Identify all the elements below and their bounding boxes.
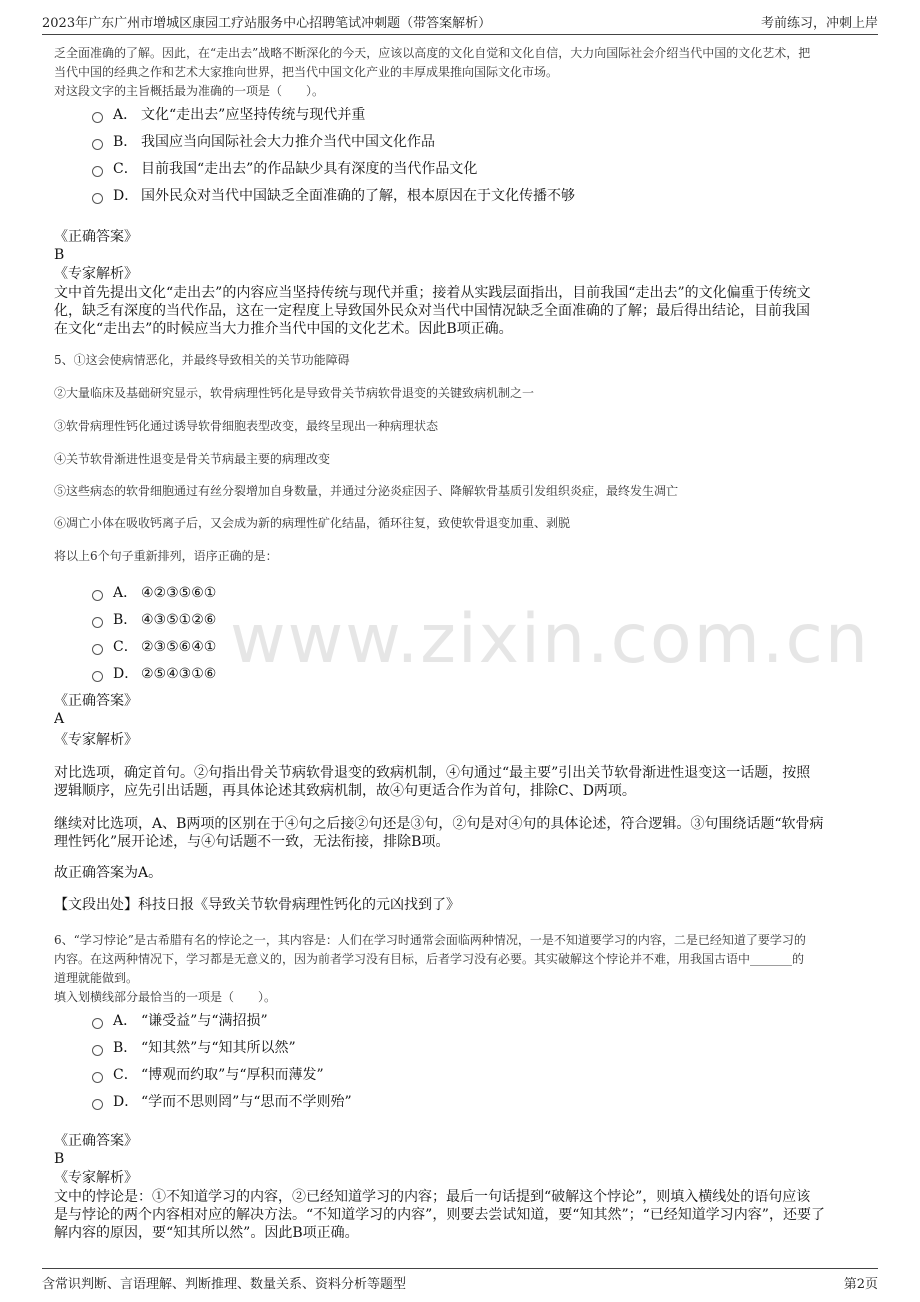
- q5-sentence: ②大量临床及基础研究显示，软骨病理性钙化是导致骨关节病软骨退变的关键致病机制之一: [54, 386, 535, 400]
- q5-analysis-label: 《专家解析》: [54, 732, 138, 748]
- radio-icon[interactable]: [92, 1045, 103, 1056]
- q5-sentence: 5、①这会使病情恶化，并最终导致相关的关节功能障碍: [54, 353, 350, 367]
- q4-analysis-line: 文中首先提出文化“走出去”的内容应当坚持传统与现代并重；接着从实践层面指出，目前我国“走出去”的文化偏重于传统文: [54, 285, 811, 301]
- q4-option-a[interactable]: A． 文化“走出去”应坚持传统与现代并重: [92, 104, 365, 126]
- q5-prompt: 将以上6个句子重新排列，语序正确的是：: [54, 549, 278, 563]
- q6-stem-line: 道理就能做到。: [54, 971, 139, 985]
- q6-answer-label: 《正确答案》: [54, 1133, 138, 1149]
- q6-option-b[interactable]: B． “知其然”与“知其所以然”: [92, 1037, 296, 1059]
- radio-icon[interactable]: [92, 644, 103, 655]
- watermark: www.zixin.com.cn: [230, 600, 870, 679]
- page-number: 第2页: [843, 1277, 878, 1292]
- q5-sentence: ⑥凋亡小体在吸收钙离子后，又会成为新的病理性矿化结晶，循环往复，致使软骨退变加重、剥脱: [54, 516, 571, 530]
- q5-option-a[interactable]: A． ④②③⑤⑥①: [92, 582, 216, 604]
- radio-icon[interactable]: [92, 671, 103, 682]
- q6-answer: B: [54, 1151, 65, 1167]
- radio-icon[interactable]: [92, 166, 103, 177]
- q4-option-b[interactable]: B． 我国应当向国际社会大力推介当代中国文化作品: [92, 131, 435, 153]
- q4-option-c[interactable]: C． 目前我国“走出去”的作品缺少具有深度的当代作品文化: [92, 158, 477, 180]
- q4-analysis-line: 化，缺乏有深度的当代作品，这在一定程度上导致国外民众对当代中国情况缺乏全面准确的了解；最后得出结论，目前我国: [54, 303, 810, 319]
- q6-stem-line: 6、“学习悖论”是古希腊有名的悖论之一，其内容是：人们在学习时通常会面临两种情况，一是不知道要学习的内容，二是已经知道了要学习的: [54, 933, 806, 947]
- q4-analysis-line: 在文化“走出去”的时候应当大力推介当代中国的文化艺术。因此B项正确。: [54, 321, 513, 337]
- radio-icon[interactable]: [92, 1018, 103, 1029]
- q5-analysis-line: 对比选项，确定首句。②句指出骨关节病软骨退变的致病机制，④句通过“最主要”引出关节软骨渐进性退变这一话题，按照: [54, 765, 811, 781]
- q4-answer: B: [54, 247, 65, 263]
- q5-answer: A: [54, 711, 65, 727]
- q6-option-c[interactable]: C． “博观而约取”与“厚积而薄发”: [92, 1064, 324, 1086]
- radio-icon[interactable]: [92, 193, 103, 204]
- radio-icon[interactable]: [92, 139, 103, 150]
- page-footer: [42, 1268, 878, 1295]
- q5-conclusion: 故正确答案为A。: [54, 865, 163, 881]
- q6-analysis-line: 文中的悖论是：①不知道学习的内容，②已经知道学习的内容；最后一句话提到“破解这个悖论”，则填入横线处的语句应该: [54, 1189, 811, 1205]
- radio-icon[interactable]: [92, 1072, 103, 1083]
- q5-analysis-line: 继续对比选项，A、B两项的区别在于④句之后接②句还是③句，②句是对④句的具体论述，符合逻辑。③句围绕话题“软骨病: [54, 816, 824, 832]
- radio-icon[interactable]: [92, 617, 103, 628]
- q6-option-d[interactable]: D． “学而不思则罔”与“思而不学则殆”: [92, 1091, 352, 1113]
- q6-option-a[interactable]: A． “谦受益”与“满招损”: [92, 1010, 268, 1032]
- q6-analysis-label: 《专家解析》: [54, 1170, 138, 1186]
- q4-option-d[interactable]: D． 国外民众对当代中国缺乏全面准确的了解，根本原因在于文化传播不够: [92, 185, 575, 207]
- q5-option-c[interactable]: C． ②③⑤⑥④①: [92, 636, 216, 658]
- q4-stem-line: 乏全面准确的了解。因此，在“走出去”战略不断深化的今天，应该以高度的文化自觉和文化自信，大力向国际社会介绍当代中国的文化艺术，把: [54, 46, 811, 60]
- q6-analysis-line: 是与悖论的两个内容相对应的解决方法。“不知道学习的内容”，则要去尝试知道，要“知其然”；“已经知道学习内容”，还要了: [54, 1207, 825, 1223]
- q5-sentence: ④关节软骨渐进性退变是骨关节病最主要的病理改变: [54, 452, 331, 466]
- q5-source: 【文段出处】科技日报《导致关节软骨病理性钙化的元凶找到了》: [54, 897, 460, 913]
- header-slogan: 考前练习，冲刺上岸: [760, 16, 878, 31]
- q4-answer-label: 《正确答案》: [54, 229, 138, 245]
- q5-option-d[interactable]: D． ②⑤④③①⑥: [92, 663, 216, 685]
- q4-stem-line: 对这段文字的主旨概括最为准确的一项是（ ）。: [54, 84, 325, 98]
- q5-answer-label: 《正确答案》: [54, 693, 138, 709]
- q5-analysis-line: 理性钙化”展开论述，与④句话题不一致，无法衔接，排除B项。: [54, 834, 450, 850]
- q5-option-b[interactable]: B． ④③⑤①②⑥: [92, 609, 216, 631]
- radio-icon[interactable]: [92, 590, 103, 601]
- header-title: 2023年广东广州市增城区康园工疗站服务中心招聘笔试冲刺题（带答案解析）: [42, 16, 492, 31]
- radio-icon[interactable]: [92, 1099, 103, 1110]
- page-header: [42, 8, 878, 35]
- q5-analysis-line: 逻辑顺序，应先引出话题，再具体论述其致病机制，故④句更适合作为首句，排除C、D两项。: [54, 783, 636, 799]
- q6-analysis-line: 解内容的原因，要“知其所以然”。因此B项正确。: [54, 1225, 359, 1241]
- q4-stem-line: 当代中国的经典之作和艺术大家推向世界，把当代中国文化产业的丰厚成果推向国际文化市场。: [54, 65, 559, 79]
- radio-icon[interactable]: [92, 112, 103, 123]
- footer-note: 含常识判断、言语理解、判断推理、数量关系、资料分析等题型: [42, 1277, 407, 1292]
- q6-stem-line: 填入划横线部分最恰当的一项是（ ）。: [54, 990, 277, 1004]
- q4-analysis-label: 《专家解析》: [54, 266, 138, 282]
- q5-sentence: ⑤这些病态的软骨细胞通过有丝分裂增加自身数量，并通过分泌炎症因子、降解软骨基质引发组织炎症，最终发生凋亡: [54, 484, 679, 498]
- q5-sentence: ③软骨病理性钙化通过诱导软骨细胞表型改变，最终呈现出一种病理状态: [54, 419, 439, 433]
- q6-stem-line: 内容。在这两种情况下，学习都是无意义的，因为前者学习没有目标，后者学习没有必要。其实破解这个悖论并不难，用我国古语中_______的: [54, 952, 805, 966]
